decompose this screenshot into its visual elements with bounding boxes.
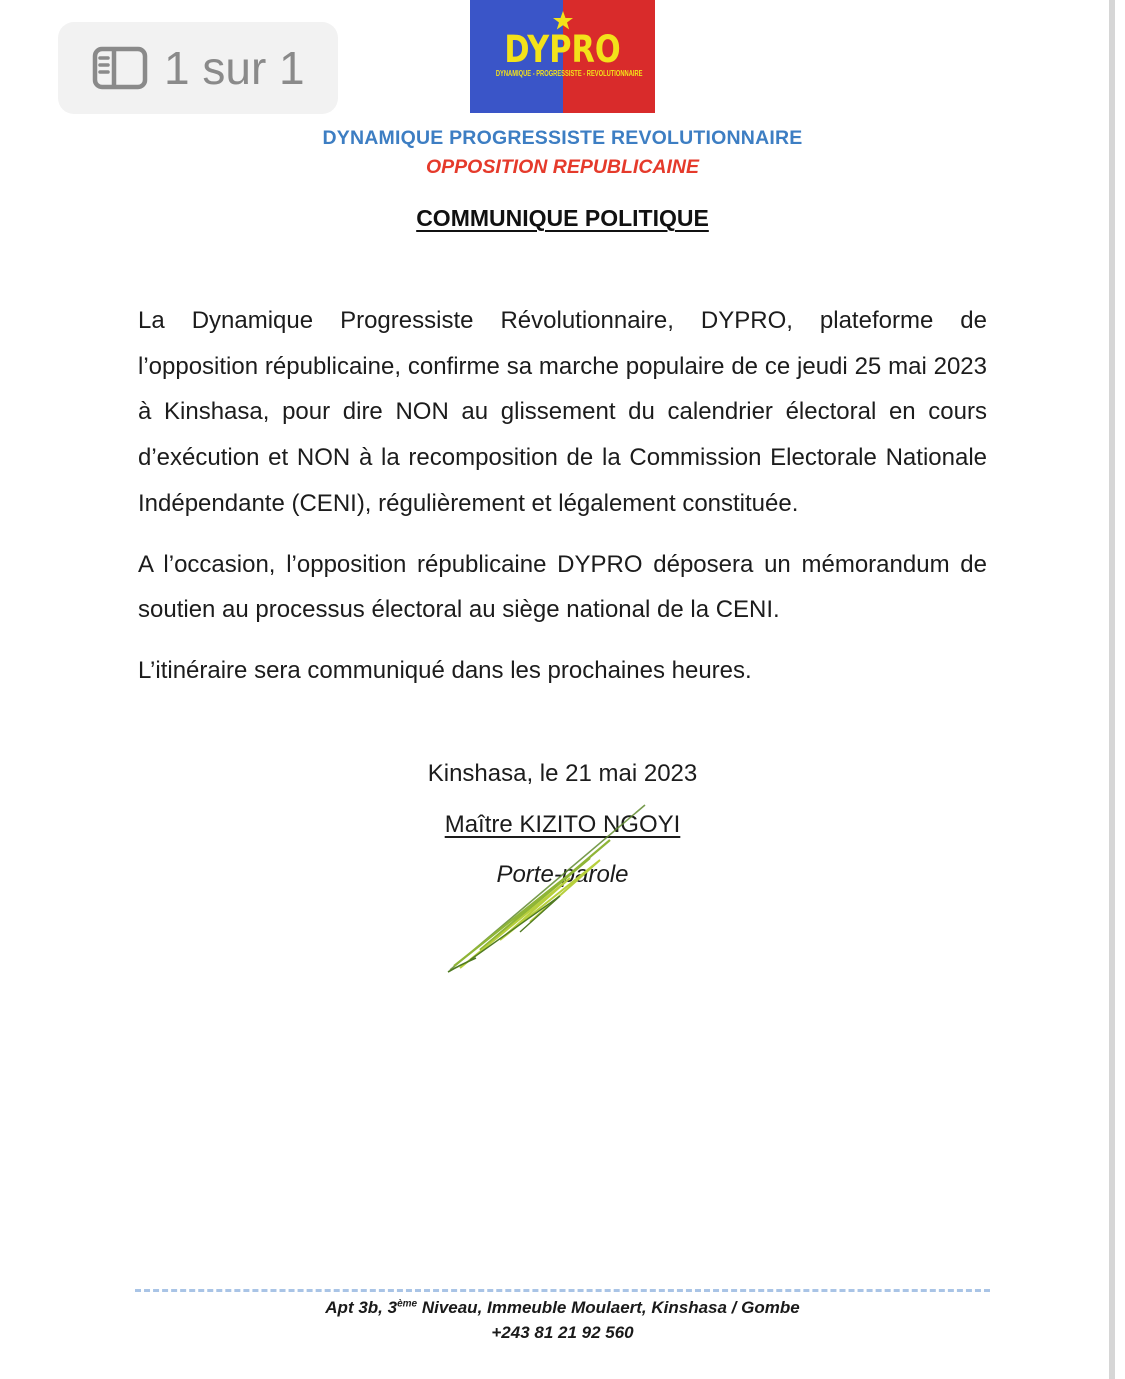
logo-tagline: DYNAMIQUE - PROGRESSISTE - REVOLUTIONNAIRE — [495, 69, 643, 78]
address-suffix: Niveau, Immeuble Moulaert, Kinshasa / Gombe — [417, 1298, 800, 1317]
organization-status: OPPOSITION REPUBLICAINE — [425, 156, 700, 178]
sidebar-toggle-icon — [92, 46, 148, 95]
address-sup: ème — [397, 1298, 418, 1310]
organization-name: DYNAMIQUE PROGRESSISTE REVOLUTIONNAIRE — [322, 127, 803, 149]
footer-divider — [135, 1289, 990, 1292]
page-counter-text: 1 sur 1 — [164, 42, 305, 94]
address-prefix: Apt 3b, 3 — [325, 1298, 398, 1317]
footer-address — [0, 1298, 1125, 1318]
communique-body — [138, 298, 987, 709]
signer-name: Maître KIZITO NGOYI — [444, 811, 681, 838]
footer-phone: +243 81 21 92 560 — [491, 1323, 634, 1342]
place-date: Kinshasa, le 21 mai 2023 — [427, 760, 698, 787]
document-title — [0, 205, 1125, 232]
logo-wordmark: DYPRO — [504, 28, 621, 71]
handwritten-signature — [440, 800, 660, 980]
dypro-logo — [470, 0, 655, 113]
body-paragraph: L’itinéraire sera communiqué dans les prochaines heures. — [138, 656, 752, 684]
document-title-text: COMMUNIQUE POLITIQUE — [416, 205, 709, 231]
signer-role: Porte-parole — [496, 861, 629, 888]
page-counter-pill[interactable] — [58, 22, 338, 114]
body-paragraph: La Dynamique Progressiste Révolutionnaire, DYPRO, plateforme de l’opposition républicaine, confirme sa marche populaire de ce jeudi 25 mai 2023 à Kinshasa, pour dire NON au glissement du calendrier électoral en cours d’exécution et NON à la recomposition de la Commission Electorale Nationale Indépendante (CENI), régulièrement et légalement constituée. — [138, 307, 987, 517]
body-paragraph: A l’occasion, l’opposition républicaine DYPRO déposera un mémorandum de soutien au processus électoral au siège national de la CENI. — [138, 550, 987, 624]
